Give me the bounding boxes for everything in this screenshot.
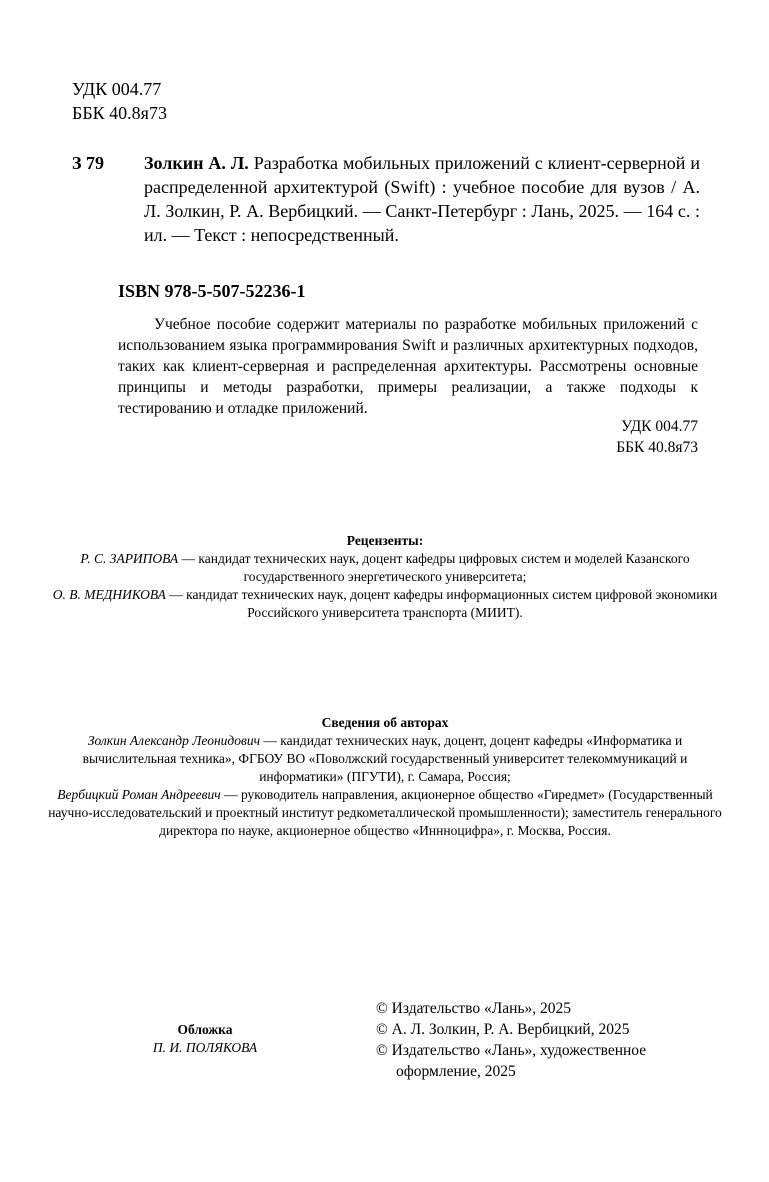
reviewer-item — [40, 550, 730, 586]
bbk-code-right: ББК 40.8я73 — [616, 439, 698, 456]
copyright-block — [376, 998, 706, 1082]
reviewers-block — [40, 532, 730, 622]
reviewer-details: — кандидат технических наук, доцент кафедры информационных систем цифровой экономики Российского университета транспорта (МИИТ). — [165, 587, 718, 620]
classification-codes — [72, 77, 167, 125]
udk-code: УДК 004.77 — [72, 79, 162, 99]
author-item — [40, 786, 730, 840]
cover-designer: П. И. ПОЛЯКОВА — [152, 1040, 258, 1055]
entry-author: Золкин А. Л. — [144, 153, 249, 173]
author-details: — руководитель направления, акционерное общество «Гиредмет» (Государственный научно-исследовательский и проектный институт редкометаллической промышленности); заместитель генерального директора по науке, акционерное общество «Иннноцифра», г. Москва, Россия. — [48, 787, 722, 838]
classification-codes-right — [560, 416, 698, 458]
authors-heading: Сведения об авторах — [321, 715, 449, 730]
cover-credit — [120, 1021, 290, 1057]
annotation: Учебное пособие содержит материалы по разработке мобильных приложений с использованием языка программирования Swift и различных архитектурных подходов, таких как клиент-серверная и распределенная архитектуры. Рассмотрены основные принципы и методы разработки, примеры реализации, а также подходы к тестированию и отладке приложений. — [118, 316, 698, 417]
cover-heading: Обложка — [177, 1022, 233, 1037]
reviewer-name: О. В. МЕДНИКОВА — [52, 587, 166, 602]
udk-code-right: УДК 004.77 — [621, 418, 698, 435]
copyright-line: © Издательство «Лань», 2025 — [376, 1000, 572, 1017]
author-item — [40, 732, 730, 786]
authors-block — [40, 714, 730, 840]
reviewer-item — [40, 586, 730, 622]
reviewer-details: — кандидат технических наук, доцент кафедры цифровых систем и моделей Казанского государственного энергетического университета; — [178, 551, 690, 584]
bibliographic-description — [144, 151, 700, 247]
reviewer-name: Р. С. ЗАРИПОВА — [80, 551, 179, 566]
isbn: ISBN 978-5-507-52236-1 — [118, 281, 306, 301]
copyright-line: © А. Л. Золкин, Р. А. Вербицкий, 2025 — [376, 1021, 630, 1038]
entry-description: Разработка мобильных приложений с клиент-серверной и распределенной архитектурой (Swift) : учебное пособие для вузов / А. Л. Золкин, Р. А. Вербицкий. — Санкт-Петербург : Лань, 2025. — 164 с. : ил. — Текст : непосредственный. — [144, 153, 700, 245]
author-mark: З 79 — [72, 153, 105, 173]
catalog-entry — [72, 151, 700, 247]
reviewers-heading: Рецензенты: — [346, 533, 424, 548]
author-name: Вербицкий Роман Андреевич — [57, 787, 221, 802]
copyright-line: © Издательство «Лань», художественное оформление, 2025 — [376, 1042, 647, 1080]
author-name: Золкин Александр Леонидович — [87, 733, 261, 748]
bbk-code: ББК 40.8я73 — [72, 103, 167, 123]
author-details: — кандидат технических наук, доцент, доцент кафедры «Информатика и вычислительная техника», ФГБОУ ВО «Поволжский государственный университет телекоммуникаций и информатики» (ПГУТИ), г. Самара, Россия; — [82, 733, 688, 784]
